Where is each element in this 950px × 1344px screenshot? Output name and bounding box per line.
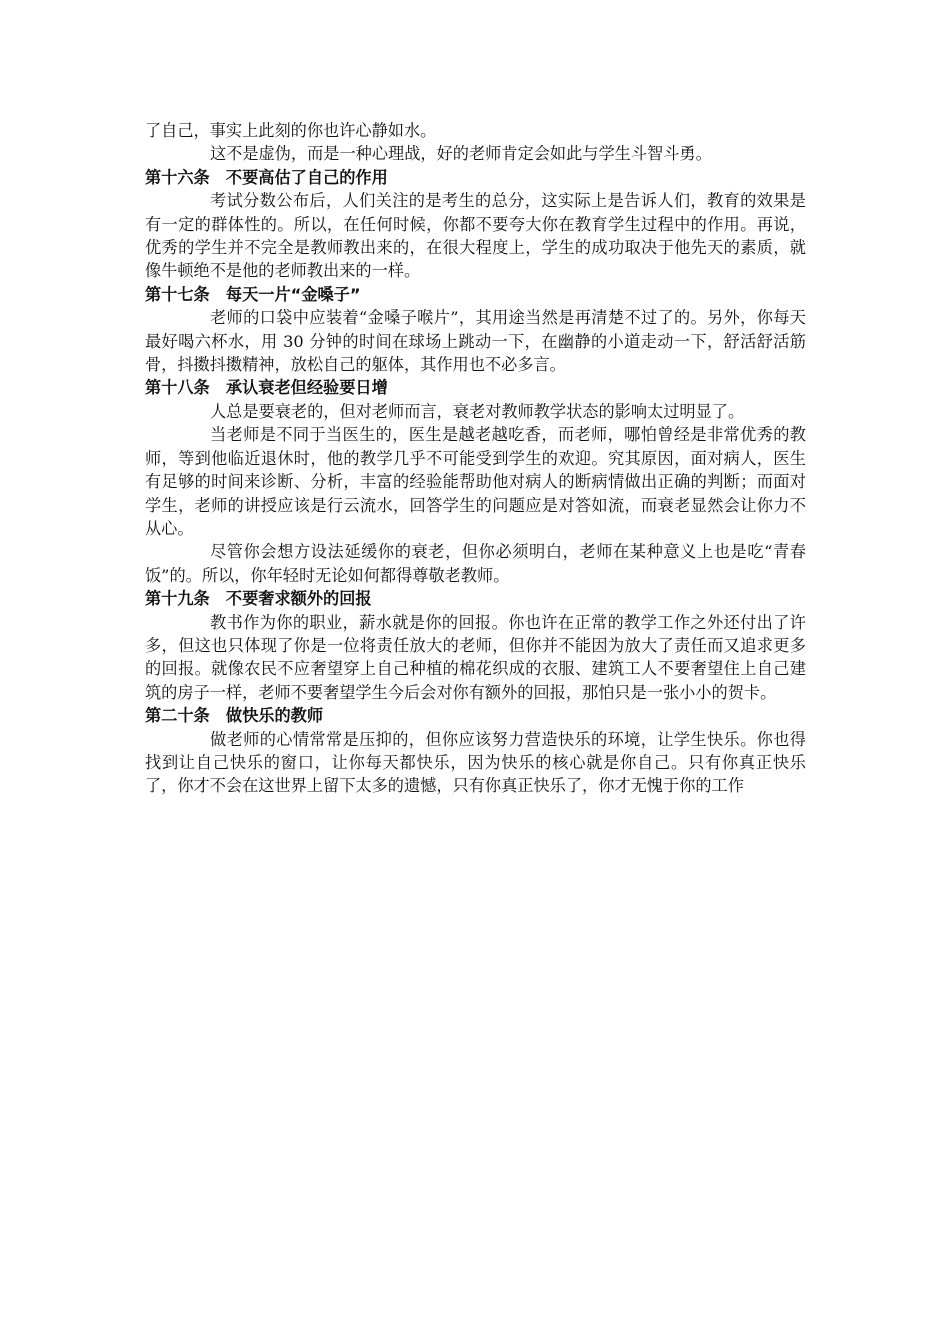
section-heading-17: 第十七条 每天一片“金嗓子” (145, 284, 361, 304)
section-16-paragraph-1: 考试分数公布后，人们关注的是考生的总分，这实际上是告诉人们，教育的效果是有一定的群体性的。所以，在任何时候，你都不要夸大你在教育学生过程中的作用。再说，优秀的学生并不完全是教师教出来的，在很大程度上，学生的成功取决于他先天的素质，就像牛顿绝不是他的老师教出来的一样。 (145, 191, 806, 281)
section-heading-20: 第二十条 做快乐的教师 (145, 706, 324, 726)
section-19-paragraph-1: 教书作为你的职业，薪水就是你的回报。你也许在正常的教学工作之外还付出了许多，但这也只体现了你是一位将责任放大的老师，但你并不能因为放大了责任而又追求更多的回报。就像农民不应奢望穿上自己种植的棉花织成的衣服、建筑工人不要奢望住上自己建筑的房子一样，老师不要奢望学生今后会对你有额外的回报，那怕只是一张小小的贺卡。 (145, 612, 806, 702)
section-heading-18: 第十八条 承认衰老但经验要日增 (145, 378, 388, 398)
section-heading-19: 第十九条 不要奢求额外的回报 (145, 589, 372, 609)
section-heading-16: 第十六条 不要高估了自己的作用 (145, 167, 388, 187)
section-18-paragraph-2: 当老师是不同于当医生的，医生是越老越吃香，而老师，哪怕曾经是非常优秀的教师，等到他临近退休时，他的教学几乎不可能受到学生的欢迎。究其原因，面对病人，医生有足够的时间来诊断、分析，丰富的经验能帮助他对病人的断病情做出正确的判断；而面对学生，老师的讲授应该是行云流水，回答学生的问题应是对答如流，而衰老显然会让你力不从心。 (145, 425, 806, 538)
section-17-paragraph-1: 老师的口袋中应装着“金嗓子喉片”，其用途当然是再清楚不过了的。另外，你每天最好喝六杯水，用 30 分钟的时间在球场上跳动一下，在幽静的小道走动一下，舒活舒活筋骨，抖擞抖擞精神，放松自己的躯体，其作用也不必多言。 (145, 308, 806, 375)
paragraph-intro-1: 了自己，事实上此刻的你也许心静如水。 (145, 121, 437, 140)
section-20-paragraph-1: 做老师的心情常常是压抑的，但你应该努力营造快乐的环境，让学生快乐。你也得找到让自己快乐的窗口，让你每天都快乐，因为快乐的核心就是你自己。只有你真正快乐了，你才不会在这世界上留下太多的遗憾，只有你真正快乐了，你才无愧于你的工作 (145, 729, 806, 796)
section-18-paragraph-3: 尽管你会想方设法延缓你的衰老，但你必须明白，老师在某种意义上也是吃“青春饭”的。所以，你年轻时无论如何都得尊敬老教师。 (145, 542, 806, 585)
paragraph-intro-2: 这不是虚伪，而是一种心理战，好的老师肯定会如此与学生斗智斗勇。 (210, 144, 712, 164)
document-page (145, 119, 806, 798)
section-18-paragraph-1: 人总是要衰老的，但对老师而言，衰老对教师教学状态的影响太过明显了。 (210, 401, 745, 421)
